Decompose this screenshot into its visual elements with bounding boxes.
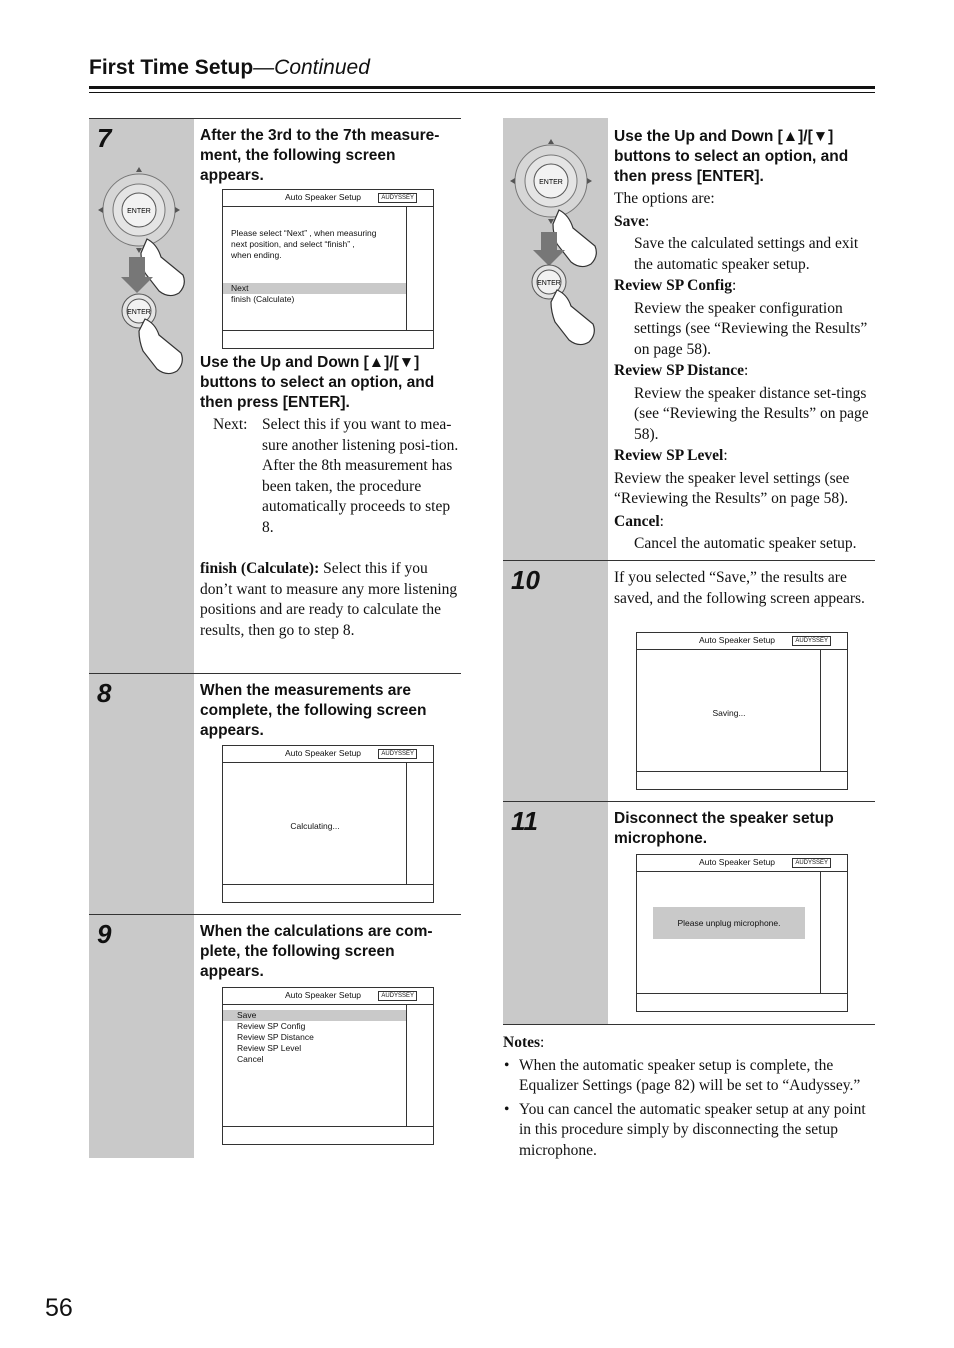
screen-8 — [222, 745, 434, 903]
step-sidebar — [89, 915, 194, 1158]
bullet: • — [504, 1056, 510, 1074]
screen-message: Please select “Next” , when measuring next position, and select “finish” , when ending. — [231, 228, 377, 260]
step-heading: When the calculations are com-plete, the following screen appears. — [200, 923, 433, 980]
option-description: After the 8th measurement has been taken, the procedure automatically proceeds to step 8. — [262, 457, 453, 536]
option-label: Next: — [213, 416, 248, 433]
screen-option: Review SP Distance — [237, 1032, 314, 1042]
step-instruction: Use the Up and Down [▲]/[▼] buttons to select an option, and then press [ENTER]. — [614, 128, 849, 185]
step-number: 10 — [511, 565, 540, 595]
option-cancel: Cancel: — [614, 512, 664, 530]
brand-badge: AUDYSSEY — [378, 991, 417, 1001]
option-description: Cancel the automatic speaker setup. — [634, 535, 857, 552]
screen-option: Review SP Level — [237, 1043, 302, 1053]
step-sidebar — [503, 561, 608, 802]
screen-title: Auto Speaker Setup — [698, 857, 776, 867]
header-rule-thin — [89, 92, 875, 93]
brand-badge: AUDYSSEY — [378, 193, 417, 203]
screen-option-finish: finish (Calculate) — [231, 294, 295, 304]
option-description: Select this if you don’t want to measure any more listening positions and are ready to calculate the results, then go to step 8. — [200, 560, 458, 639]
option-save: Save: — [614, 212, 650, 230]
screen-option-next: Next — [223, 283, 406, 294]
bullet: • — [504, 1100, 510, 1118]
option-description: Select this if you want to mea-sure another listening posi-tion. — [262, 416, 459, 454]
note-item: • When the automatic speaker setup is complete, the Equalizer Settings (page 82) will be set to “Audyssey.” — [504, 1056, 861, 1094]
header-title: First Time Setup — [89, 56, 254, 79]
notes — [503, 1033, 875, 1161]
brand-badge: AUDYSSEY — [792, 858, 831, 868]
notes-heading: Notes: — [503, 1034, 545, 1051]
screen-title: Auto Speaker Setup — [698, 635, 776, 645]
page-number: 56 — [45, 1294, 73, 1322]
brand-badge: AUDYSSEY — [792, 636, 831, 646]
screen-message: Saving... — [712, 708, 746, 718]
step-11 — [503, 801, 875, 1025]
screen-message: Calculating... — [290, 821, 340, 831]
brand-badge: AUDYSSEY — [378, 749, 417, 759]
svg-text:ENTER: ENTER — [127, 309, 151, 316]
step-number: 11 — [511, 806, 538, 836]
option-description: Save the calculated settings and exit the automatic speaker setup. — [634, 235, 859, 273]
step-heading: Disconnect the speaker setup microphone. — [614, 810, 834, 847]
option-description: Review the speaker distance set-tings (see “Reviewing the Results” on page 58). — [634, 384, 869, 443]
step-heading: When the measurements are complete, the following screen appears. — [200, 682, 427, 739]
step-instruction: Use the Up and Down [▲]/[▼] buttons to select an option, and then press [ENTER]. — [200, 354, 435, 411]
screen-title: Auto Speaker Setup — [284, 192, 362, 202]
svg-text:ENTER: ENTER — [539, 179, 563, 186]
screen-title: Auto Speaker Setup — [284, 990, 362, 1000]
step-9-continued — [503, 118, 875, 560]
screen-option-save: Save — [223, 1010, 406, 1021]
step-7 — [89, 118, 461, 674]
svg-text:ENTER: ENTER — [127, 208, 151, 215]
screen-title: Auto Speaker Setup — [284, 748, 362, 758]
option-finish — [200, 559, 460, 641]
step-sidebar — [89, 674, 194, 915]
options-intro: The options are: — [614, 190, 715, 207]
screen-option: Cancel — [237, 1054, 264, 1064]
screen-option: Review SP Config — [237, 1021, 306, 1031]
step-10 — [503, 560, 875, 802]
option-description: Review the speaker configuration settings (see “Reviewing the Results” on page 58). — [634, 299, 868, 358]
option-label: finish (Calculate): — [200, 560, 320, 577]
step-number: 9 — [97, 919, 112, 949]
remote-enter-illustration — [89, 159, 194, 419]
note-item: • You can cancel the automatic speaker setup at any point in this procedure simply by disconnecting the setup microphone. — [504, 1100, 866, 1159]
screen-10 — [636, 632, 848, 790]
option-review-level: Review SP Level: — [614, 447, 728, 464]
step-number: 8 — [97, 678, 112, 708]
option-review-distance: Review SP Distance: — [614, 362, 749, 379]
svg-text:ENTER: ENTER — [537, 280, 561, 287]
header-continued: —Continued — [253, 56, 370, 79]
step-9 — [89, 914, 461, 1158]
page-header — [89, 56, 370, 80]
step-number: 7 — [97, 123, 112, 153]
screen-9 — [222, 987, 434, 1145]
step-heading: After the 3rd to the 7th measure-ment, the following screen appears. — [200, 127, 440, 184]
option-review-config: Review SP Config: — [614, 277, 737, 294]
screen-message: Please unplug microphone. — [653, 907, 805, 939]
step-text: If you selected “Save,” the results are saved, and the following screen appears. — [614, 569, 865, 607]
option-next — [213, 415, 461, 538]
options-list — [614, 189, 876, 555]
remote-enter-illustration — [503, 138, 608, 368]
screen-11 — [636, 854, 848, 1012]
option-description: Review the speaker level settings (see “Reviewing the Results” on page 58). — [614, 469, 850, 507]
screen-7 — [222, 189, 434, 349]
header-rule — [89, 86, 875, 89]
step-8 — [89, 673, 461, 915]
